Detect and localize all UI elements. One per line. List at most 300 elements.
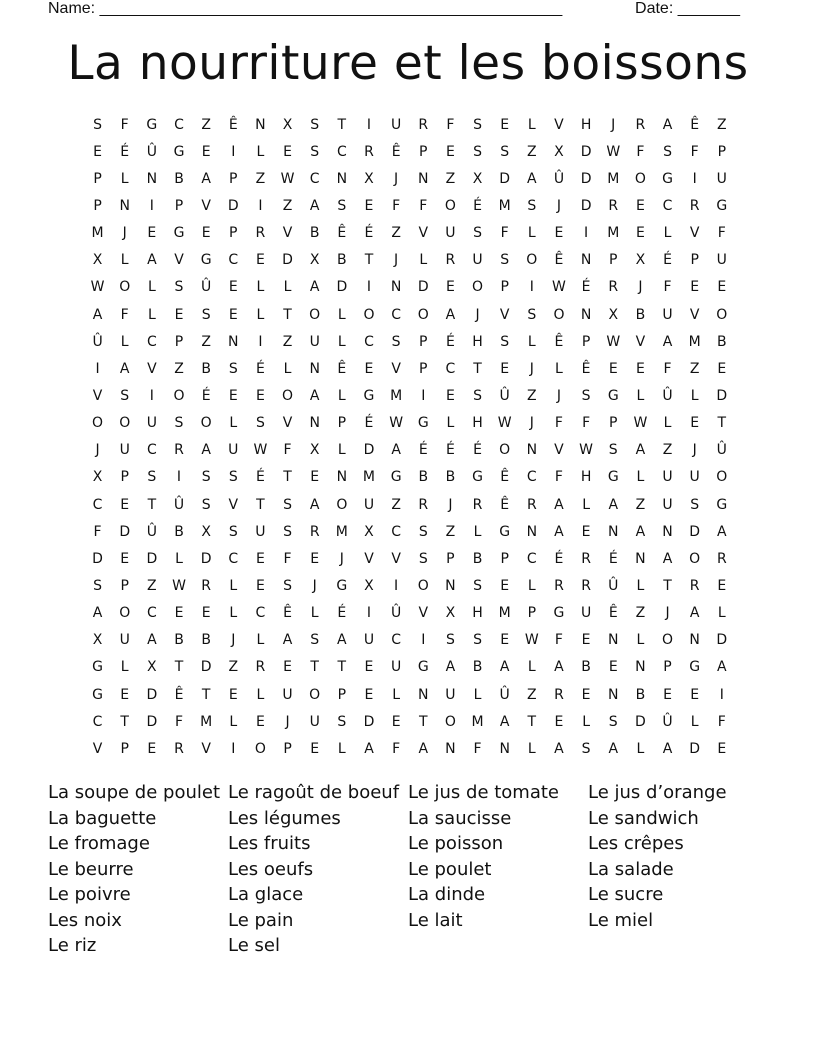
grid-letter: F — [717, 225, 726, 242]
grid-row — [84, 410, 735, 437]
grid-letter: S — [93, 577, 103, 594]
grid-letter: D — [200, 550, 212, 567]
grid-letter: R — [418, 116, 429, 133]
grid-letter: W — [606, 333, 621, 350]
grid-letter: D — [146, 686, 158, 703]
grid-letter: S — [473, 225, 482, 242]
grid-letter: Û — [716, 442, 727, 459]
grid-letter: O — [119, 605, 131, 622]
grid-row — [84, 328, 735, 355]
word-item: Le fromage — [48, 833, 150, 854]
grid-letter: W — [633, 415, 648, 432]
grid-letter: L — [120, 170, 129, 187]
grid-letter: C — [146, 605, 157, 622]
grid-letter: N — [255, 116, 266, 133]
word-item: Le lait — [408, 909, 463, 931]
grid-letter: I — [149, 197, 154, 214]
grid-letter: V — [554, 116, 564, 133]
grid-letter: B — [201, 632, 211, 649]
grid-letter: G — [390, 469, 402, 486]
grid-letter: X — [147, 659, 157, 676]
grid-letter: R — [689, 577, 700, 594]
grid-letter: U — [662, 469, 673, 486]
grid-letter: P — [283, 740, 292, 757]
grid-letter: Û — [146, 143, 157, 160]
grid-letter: I — [176, 469, 182, 486]
grid-letter: S — [255, 415, 265, 432]
grid-letter: A — [282, 632, 293, 649]
grid-letter: A — [717, 659, 727, 676]
grid-letter: É — [663, 252, 672, 269]
grid-letter: S — [310, 632, 320, 649]
grid-letter: L — [582, 496, 590, 513]
grid-letter: L — [527, 740, 536, 757]
grid-letter: D — [689, 740, 701, 757]
grid-letter: F — [392, 197, 401, 214]
grid-letter: S — [201, 469, 211, 486]
grid-letter: S — [228, 523, 238, 540]
grid-letter: S — [201, 306, 211, 323]
word-item: La saucisse — [408, 807, 512, 829]
grid-row — [84, 600, 735, 627]
grid-letter: C — [228, 252, 239, 269]
grid-letter: C — [228, 550, 239, 567]
grid-letter: N — [689, 632, 700, 649]
grid-letter: J — [394, 252, 399, 269]
grid-letter: L — [636, 387, 645, 404]
grid-letter: I — [529, 279, 534, 296]
grid-letter: V — [282, 415, 293, 432]
grid-letter: Z — [635, 605, 646, 622]
grid-letter: W — [253, 442, 268, 459]
grid-letter: X — [608, 306, 619, 323]
grid-letter: R — [635, 116, 646, 133]
grid-letter: C — [92, 713, 103, 730]
grid-letter: F — [663, 279, 672, 296]
grid-letter: Û — [146, 523, 157, 540]
grid-letter: G — [662, 170, 673, 187]
grid-letter: P — [120, 577, 129, 594]
grid-letter: L — [527, 333, 536, 350]
grid-letter: E — [635, 360, 645, 377]
grid-letter: N — [390, 279, 402, 296]
grid-letter: S — [608, 713, 618, 730]
grid-letter: D — [363, 713, 375, 730]
grid-letter: O — [716, 306, 728, 323]
grid-letter: R — [608, 197, 619, 214]
grid-letter: A — [309, 387, 320, 404]
grid-letter: O — [526, 252, 538, 269]
grid-letter: V — [554, 442, 564, 459]
word-item: Le jus de tomate — [408, 782, 560, 803]
grid-letter: V — [228, 496, 239, 513]
grid-letter: A — [309, 279, 320, 296]
grid-letter: E — [608, 659, 618, 676]
grid-row — [84, 301, 735, 328]
grid-letter: G — [336, 577, 348, 594]
word-item: Les fruits — [228, 833, 311, 854]
grid-letter: Ê — [581, 360, 591, 377]
grid-letter: C — [255, 605, 266, 622]
grid-letter: M — [91, 225, 104, 242]
grid-letter: U — [309, 713, 320, 730]
grid-letter: A — [337, 632, 347, 649]
grid-letter: J — [122, 225, 127, 242]
grid-letter: X — [92, 252, 103, 269]
grid-letter: É — [120, 143, 130, 160]
grid-letter: G — [146, 116, 158, 133]
grid-letter: E — [283, 659, 292, 676]
grid-letter: N — [608, 632, 619, 649]
grid-letter: U — [390, 659, 402, 676]
grid-letter: J — [312, 577, 317, 594]
grid-letter: W — [524, 632, 539, 649]
grid-letter: É — [255, 360, 265, 377]
grid-letter: R — [526, 496, 537, 513]
grid-letter: B — [174, 170, 184, 187]
grid-letter: L — [690, 713, 699, 730]
grid-letter: V — [689, 225, 700, 242]
grid-row — [84, 382, 735, 409]
grid-letter: Ê — [554, 252, 564, 269]
grid-letter: O — [309, 686, 321, 703]
grid-letter: L — [256, 632, 265, 649]
grid-letter: S — [310, 116, 320, 133]
grid-letter: E — [228, 279, 238, 296]
grid-letter: Û — [201, 279, 212, 296]
grid-letter: Ê — [554, 333, 564, 350]
grid-letter: É — [473, 442, 482, 459]
grid-letter: Ê — [228, 116, 238, 133]
date-field: Date: _______ — [635, 0, 740, 17]
grid-letter: J — [556, 197, 562, 214]
grid-letter: Z — [445, 170, 456, 187]
grid-letter: C — [309, 170, 320, 187]
grid-letter: U — [363, 632, 375, 649]
grid-letter: T — [283, 469, 292, 486]
grid-letter: S — [228, 469, 238, 486]
grid-letter: L — [337, 387, 346, 404]
grid-letter: R — [554, 686, 564, 703]
grid-letter: U — [445, 686, 456, 703]
grid-letter: T — [201, 686, 211, 703]
grid-letter: A — [147, 632, 157, 649]
grid-letter: X — [364, 577, 374, 594]
grid-letter: N — [119, 197, 130, 214]
grid-letter: X — [445, 605, 456, 622]
grid-letter: G — [716, 496, 728, 513]
grid-letter: O — [499, 442, 511, 459]
grid-letter: N — [662, 523, 673, 540]
grid-letter: A — [418, 740, 429, 757]
grid-letter: U — [119, 442, 130, 459]
grid-letter: Ê — [608, 605, 618, 622]
grid-letter: C — [364, 333, 374, 350]
grid-letter: C — [391, 523, 401, 540]
grid-letter: D — [716, 632, 728, 649]
grid-letter: Û — [662, 713, 673, 730]
grid-letter: D — [499, 170, 511, 187]
grid-letter: L — [229, 605, 238, 622]
grid-letter: E — [690, 279, 700, 296]
grid-letter: Ê — [500, 469, 510, 486]
grid-letter: L — [229, 577, 238, 594]
grid-letter: S — [174, 415, 184, 432]
grid-letter: E — [310, 550, 320, 567]
grid-letter: S — [500, 333, 510, 350]
grid-letter: Z — [174, 360, 184, 377]
grid-letter: Z — [147, 577, 157, 594]
grid-letter: G — [607, 387, 619, 404]
grid-letter: E — [500, 116, 510, 133]
grid-letter: F — [120, 116, 129, 133]
grid-letter: E — [120, 550, 130, 567]
grid-letter: E — [690, 686, 700, 703]
grid-letter: L — [256, 306, 265, 323]
grid-letter: E — [364, 686, 374, 703]
grid-letter: T — [473, 360, 482, 377]
grid-letter: J — [638, 279, 643, 296]
grid-letter: S — [201, 496, 211, 513]
grid-letter: M — [607, 225, 620, 242]
word-item: Le pain — [228, 909, 294, 931]
grid-letter: S — [283, 523, 292, 540]
grid-letter: E — [174, 605, 184, 622]
grid-letter: U — [146, 415, 157, 432]
grid-letter: E — [364, 197, 374, 214]
grid-letter: E — [310, 740, 320, 757]
grid-letter: Z — [391, 225, 401, 242]
grid-row — [84, 138, 735, 165]
grid-letter: É — [418, 442, 428, 459]
grid-letter: L — [283, 360, 292, 377]
grid-letter: O — [662, 632, 674, 649]
grid-letter: É — [364, 225, 374, 242]
grid-letter: B — [635, 306, 646, 323]
grid-letter: G — [173, 225, 185, 242]
grid-letter: E — [228, 387, 238, 404]
grid-letter: E — [717, 279, 727, 296]
grid-letter: X — [309, 442, 320, 459]
grid-letter: E — [255, 713, 265, 730]
grid-letter: R — [472, 496, 483, 513]
grid-letter: É — [255, 469, 265, 486]
grid-letter: R — [364, 143, 374, 160]
grid-row — [84, 464, 735, 491]
grid-letter: D — [363, 442, 375, 459]
grid-letter: L — [473, 523, 482, 540]
grid-row — [84, 192, 735, 219]
grid-letter: B — [337, 252, 347, 269]
grid-letter: X — [309, 252, 320, 269]
grid-letter: W — [606, 143, 621, 160]
grid-letter: N — [526, 442, 538, 459]
grid-letter: E — [635, 197, 645, 214]
grid-letter: O — [689, 550, 701, 567]
grid-letter: T — [174, 659, 184, 676]
grid-letter: Ê — [174, 686, 184, 703]
word-column — [588, 780, 768, 959]
grid-letter: R — [445, 252, 456, 269]
grid-letter: T — [120, 713, 129, 730]
grid-letter: I — [258, 197, 263, 214]
word-column — [48, 780, 228, 959]
grid-letter: T — [310, 659, 319, 676]
grid-letter: S — [93, 116, 103, 133]
grid-letter: R — [255, 225, 266, 242]
grid-letter: P — [446, 550, 455, 567]
grid-letter: B — [174, 632, 184, 649]
grid-letter: O — [634, 170, 646, 187]
grid-letter: N — [580, 306, 592, 323]
grid-letter: L — [147, 279, 156, 296]
grid-letter: F — [446, 116, 455, 133]
grid-letter: T — [663, 577, 672, 594]
grid-letter: C — [92, 496, 103, 513]
grid-letter: U — [228, 442, 239, 459]
grid-letter: O — [282, 387, 294, 404]
grid-letter: O — [173, 387, 185, 404]
grid-letter: G — [689, 659, 701, 676]
grid-letter: P — [527, 605, 537, 622]
grid-letter: E — [445, 143, 455, 160]
grid-letter: S — [527, 197, 537, 214]
grid-letter: I — [394, 577, 399, 594]
grid-letter: F — [392, 740, 401, 757]
grid-letter: F — [554, 632, 563, 649]
grid-letter: J — [529, 360, 534, 377]
grid-letter: S — [283, 577, 292, 594]
grid-letter: B — [717, 333, 727, 350]
grid-letter: E — [500, 632, 510, 649]
grid-letter: Ê — [500, 496, 510, 513]
grid-letter: N — [608, 686, 619, 703]
grid-letter: Z — [662, 442, 673, 459]
grid-letter: D — [689, 523, 701, 540]
grid-letter: F — [717, 713, 726, 730]
grid-letter: S — [690, 496, 700, 513]
grid-letter: O — [444, 713, 456, 730]
grid-letter: L — [337, 442, 346, 459]
grid-letter: R — [309, 523, 320, 540]
grid-row — [84, 627, 735, 654]
grid-letter: L — [527, 659, 536, 676]
grid-letter: S — [500, 143, 510, 160]
grid-letter: T — [717, 415, 727, 432]
grid-letter: F — [554, 469, 563, 486]
grid-letter: H — [472, 605, 483, 622]
grid-letter: U — [580, 605, 592, 622]
grid-letter: S — [500, 252, 510, 269]
grid-letter: G — [92, 659, 103, 676]
grid-letter: F — [283, 442, 292, 459]
grid-letter: E — [717, 360, 727, 377]
grid-letter: S — [418, 550, 428, 567]
grid-letter: A — [662, 333, 673, 350]
grid-row — [84, 545, 735, 572]
grid-row — [84, 681, 735, 708]
word-item: La baguette — [48, 807, 157, 829]
grid-letter: R — [201, 577, 211, 594]
grid-letter: I — [95, 360, 100, 377]
grid-letter: A — [119, 360, 130, 377]
grid-letter: A — [662, 116, 673, 133]
grid-letter: C — [445, 360, 456, 377]
grid-letter: D — [580, 143, 592, 160]
grid-letter: J — [692, 442, 697, 459]
grid-letter: O — [472, 279, 484, 296]
grid-letter: E — [201, 605, 211, 622]
grid-letter: A — [92, 605, 103, 622]
grid-letter: N — [499, 740, 510, 757]
grid-letter: G — [499, 523, 511, 540]
grid-letter: E — [201, 225, 211, 242]
grid-letter: A — [201, 442, 211, 459]
grid-row — [84, 220, 735, 247]
grid-letter: A — [364, 740, 374, 757]
grid-letter: E — [147, 740, 157, 757]
grid-letter: S — [147, 469, 157, 486]
grid-letter: E — [554, 225, 564, 242]
grid-letter: E — [228, 686, 238, 703]
grid-letter: G — [92, 686, 103, 703]
grid-letter: N — [445, 740, 456, 757]
grid-letter: H — [472, 415, 483, 432]
grid-letter: G — [716, 197, 728, 214]
grid-letter: E — [445, 387, 455, 404]
grid-letter: L — [310, 605, 319, 622]
grid-letter: U — [363, 496, 375, 513]
grid-letter: U — [445, 225, 456, 242]
grid-letter: É — [445, 442, 455, 459]
grid-letter: E — [120, 686, 130, 703]
grid-letter: Z — [635, 496, 646, 513]
grid-letter: E — [283, 143, 292, 160]
grid-letter: U — [716, 170, 727, 187]
word-item: Les légumes — [228, 807, 341, 829]
grid-letter: A — [309, 197, 320, 214]
grid-letter: A — [662, 550, 673, 567]
grid-letter: B — [174, 523, 184, 540]
grid-letter: I — [719, 686, 724, 703]
grid-letter: M — [390, 387, 403, 404]
grid-letter: F — [283, 550, 292, 567]
grid-letter: V — [391, 360, 401, 377]
grid-letter: J — [231, 632, 236, 649]
grid-letter: N — [608, 523, 619, 540]
grid-letter: M — [200, 713, 213, 730]
grid-letter: V — [282, 225, 293, 242]
grid-letter: L — [636, 469, 645, 486]
grid-letter: L — [663, 415, 672, 432]
word-item: Le beurre — [48, 858, 134, 880]
grid-letter: É — [201, 387, 211, 404]
grid-row — [84, 165, 735, 192]
grid-letter: E — [717, 577, 727, 594]
page-title: La nourriture et les boissons — [67, 36, 749, 91]
grid-letter: L — [527, 116, 536, 133]
grid-letter: L — [636, 632, 645, 649]
grid-letter: U — [689, 469, 700, 486]
grid-letter: R — [581, 577, 591, 594]
grid-letter: D — [282, 252, 293, 269]
grid-letter: Û — [499, 686, 510, 703]
grid-letter: B — [472, 659, 483, 676]
grid-letter: O — [417, 306, 429, 323]
grid-letter: P — [609, 252, 618, 269]
grid-letter: É — [445, 333, 455, 350]
word-item: Le sel — [228, 935, 280, 956]
